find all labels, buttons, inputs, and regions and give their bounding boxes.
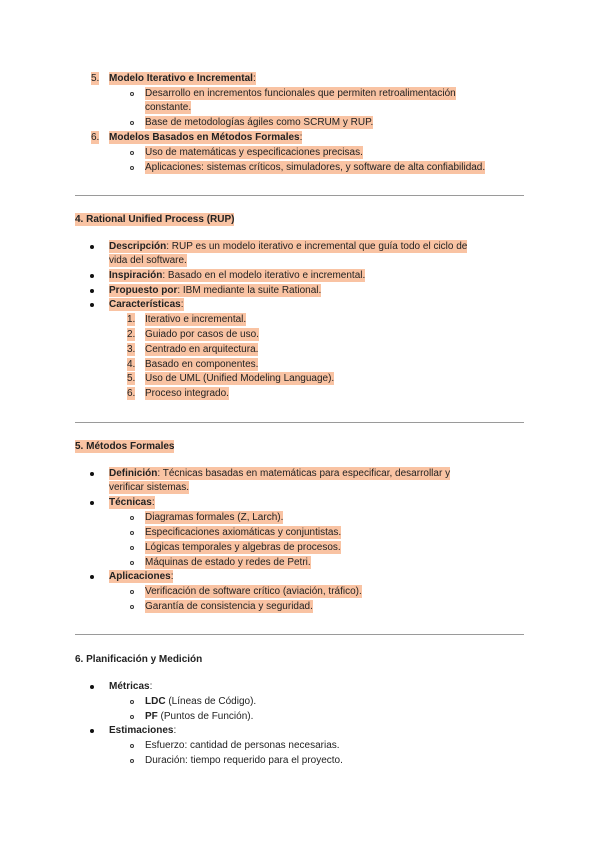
- circle-bullet-icon: [130, 151, 134, 155]
- circle-bullet-icon: [130, 561, 134, 565]
- disc-bullet-icon: [90, 289, 94, 293]
- list-item: Verificación de software crítico (aviación, tráfico).: [145, 586, 362, 597]
- list-item: [109, 724, 176, 737]
- item-tail: :: [149, 681, 153, 692]
- circle-bullet-icon: [130, 531, 134, 535]
- list-number: 2.: [127, 329, 136, 340]
- list-item: [145, 710, 253, 723]
- item-text: (Puntos de Función).: [157, 711, 254, 722]
- item-label: Características: [109, 299, 181, 310]
- item-text: : IBM mediante la suite Rational.: [177, 285, 322, 296]
- list-item: Lógicas temporales y algebras de procesos.: [145, 542, 341, 553]
- disc-bullet-icon: [90, 729, 94, 733]
- list-item: [109, 467, 450, 480]
- circle-bullet-icon: [130, 516, 134, 520]
- disc-bullet-icon: [90, 274, 94, 278]
- list-item: Base de metodologías ágiles como SCRUM y RUP.: [145, 117, 374, 128]
- circle-bullet-icon: [130, 166, 134, 170]
- list-item: Proceso integrado.: [145, 388, 229, 399]
- list-item: Centrado en arquitectura.: [145, 344, 259, 355]
- item-tail: :: [299, 132, 303, 143]
- list-item-title: [109, 72, 256, 85]
- item-label: Métricas: [109, 681, 150, 692]
- item-tail: :: [180, 299, 184, 310]
- circle-bullet-icon: [130, 546, 134, 550]
- list-item: Guiado por casos de uso.: [145, 329, 259, 340]
- item-label: Definición: [109, 468, 158, 479]
- circle-bullet-icon: [130, 700, 134, 704]
- list-item-continuation: verificar sistemas.: [109, 482, 190, 493]
- item-label: Propuesto por: [109, 285, 178, 296]
- item-label: Técnicas: [109, 497, 152, 508]
- list-item: [145, 695, 256, 708]
- list-item: [109, 298, 184, 311]
- divider: [75, 422, 524, 423]
- item-tail: :: [170, 571, 174, 582]
- item-label: LDC: [145, 696, 166, 707]
- list-item: Aplicaciones: sistemas críticos, simuladores, y software de alta confiabilidad.: [145, 162, 486, 173]
- divider: [75, 634, 524, 635]
- list-item: Especificaciones axiomáticas y conjuntistas.: [145, 527, 342, 538]
- item-label: PF: [145, 711, 158, 722]
- list-number: 5.: [91, 73, 100, 84]
- item-text: : Técnicas basadas en matemáticas para especificar, desarrollar y: [157, 468, 451, 479]
- circle-bullet-icon: [130, 590, 134, 594]
- list-item-title: [109, 131, 302, 144]
- item-text: : Basado en el modelo iterativo e incremental.: [162, 270, 366, 281]
- divider: [75, 195, 524, 196]
- section-heading: 6. Planificación y Medición: [75, 654, 203, 665]
- list-item: Uso de matemáticas y especificaciones precisas.: [145, 147, 363, 158]
- item-title: Modelo Iterativo e Incremental: [109, 73, 253, 84]
- list-item: Uso de UML (Unified Modeling Language).: [145, 373, 335, 384]
- list-item: Desarrollo en incrementos funcionales que permiten retroalimentación: [145, 88, 456, 99]
- circle-bullet-icon: [130, 715, 134, 719]
- disc-bullet-icon: [90, 472, 94, 476]
- item-text: (Líneas de Código).: [165, 696, 257, 707]
- list-item: [109, 240, 467, 253]
- circle-bullet-icon: [130, 92, 134, 96]
- list-number: 6.: [127, 388, 136, 399]
- circle-bullet-icon: [130, 121, 134, 125]
- list-item: Máquinas de estado y redes de Petri.: [145, 557, 311, 568]
- list-item: Iterativo e incremental.: [145, 314, 247, 325]
- item-title: Modelos Basados en Métodos Formales: [109, 132, 300, 143]
- list-item-continuation: vida del software.: [109, 255, 187, 266]
- circle-bullet-icon: [130, 744, 134, 748]
- item-text: : RUP es un modelo iterativo e incremental que guía todo el ciclo de: [166, 241, 468, 252]
- list-item: Esfuerzo: cantidad de personas necesarias.: [145, 740, 340, 751]
- item-label: Inspiración: [109, 270, 163, 281]
- disc-bullet-icon: [90, 685, 94, 689]
- list-item: Duración: tiempo requerido para el proyecto.: [145, 755, 343, 766]
- section-heading: 5. Métodos Formales: [75, 441, 175, 452]
- item-tail: :: [252, 73, 256, 84]
- disc-bullet-icon: [90, 303, 94, 307]
- list-number: 6.: [91, 132, 100, 143]
- item-label: Descripción: [109, 241, 167, 252]
- circle-bullet-icon: [130, 759, 134, 763]
- item-label: Estimaciones: [109, 725, 174, 736]
- list-item: Garantía de consistencia y seguridad.: [145, 601, 313, 612]
- list-item: [109, 269, 365, 282]
- list-item: [109, 496, 155, 509]
- list-number: 5.: [127, 373, 136, 384]
- disc-bullet-icon: [90, 245, 94, 249]
- list-item: [109, 284, 321, 297]
- item-label: Aplicaciones: [109, 571, 171, 582]
- list-number: 3.: [127, 344, 136, 355]
- list-item: [109, 570, 173, 583]
- disc-bullet-icon: [90, 501, 94, 505]
- circle-bullet-icon: [130, 605, 134, 609]
- list-item: Diagramas formales (Z, Larch).: [145, 512, 284, 523]
- item-tail: :: [173, 725, 177, 736]
- item-tail: :: [151, 497, 155, 508]
- disc-bullet-icon: [90, 575, 94, 579]
- list-item-continuation: constante.: [145, 102, 192, 113]
- list-number: 4.: [127, 359, 136, 370]
- list-item: [109, 680, 152, 693]
- list-number: 1.: [127, 314, 136, 325]
- section-heading: 4. Rational Unified Process (RUP): [75, 214, 235, 225]
- list-item: Basado en componentes.: [145, 359, 259, 370]
